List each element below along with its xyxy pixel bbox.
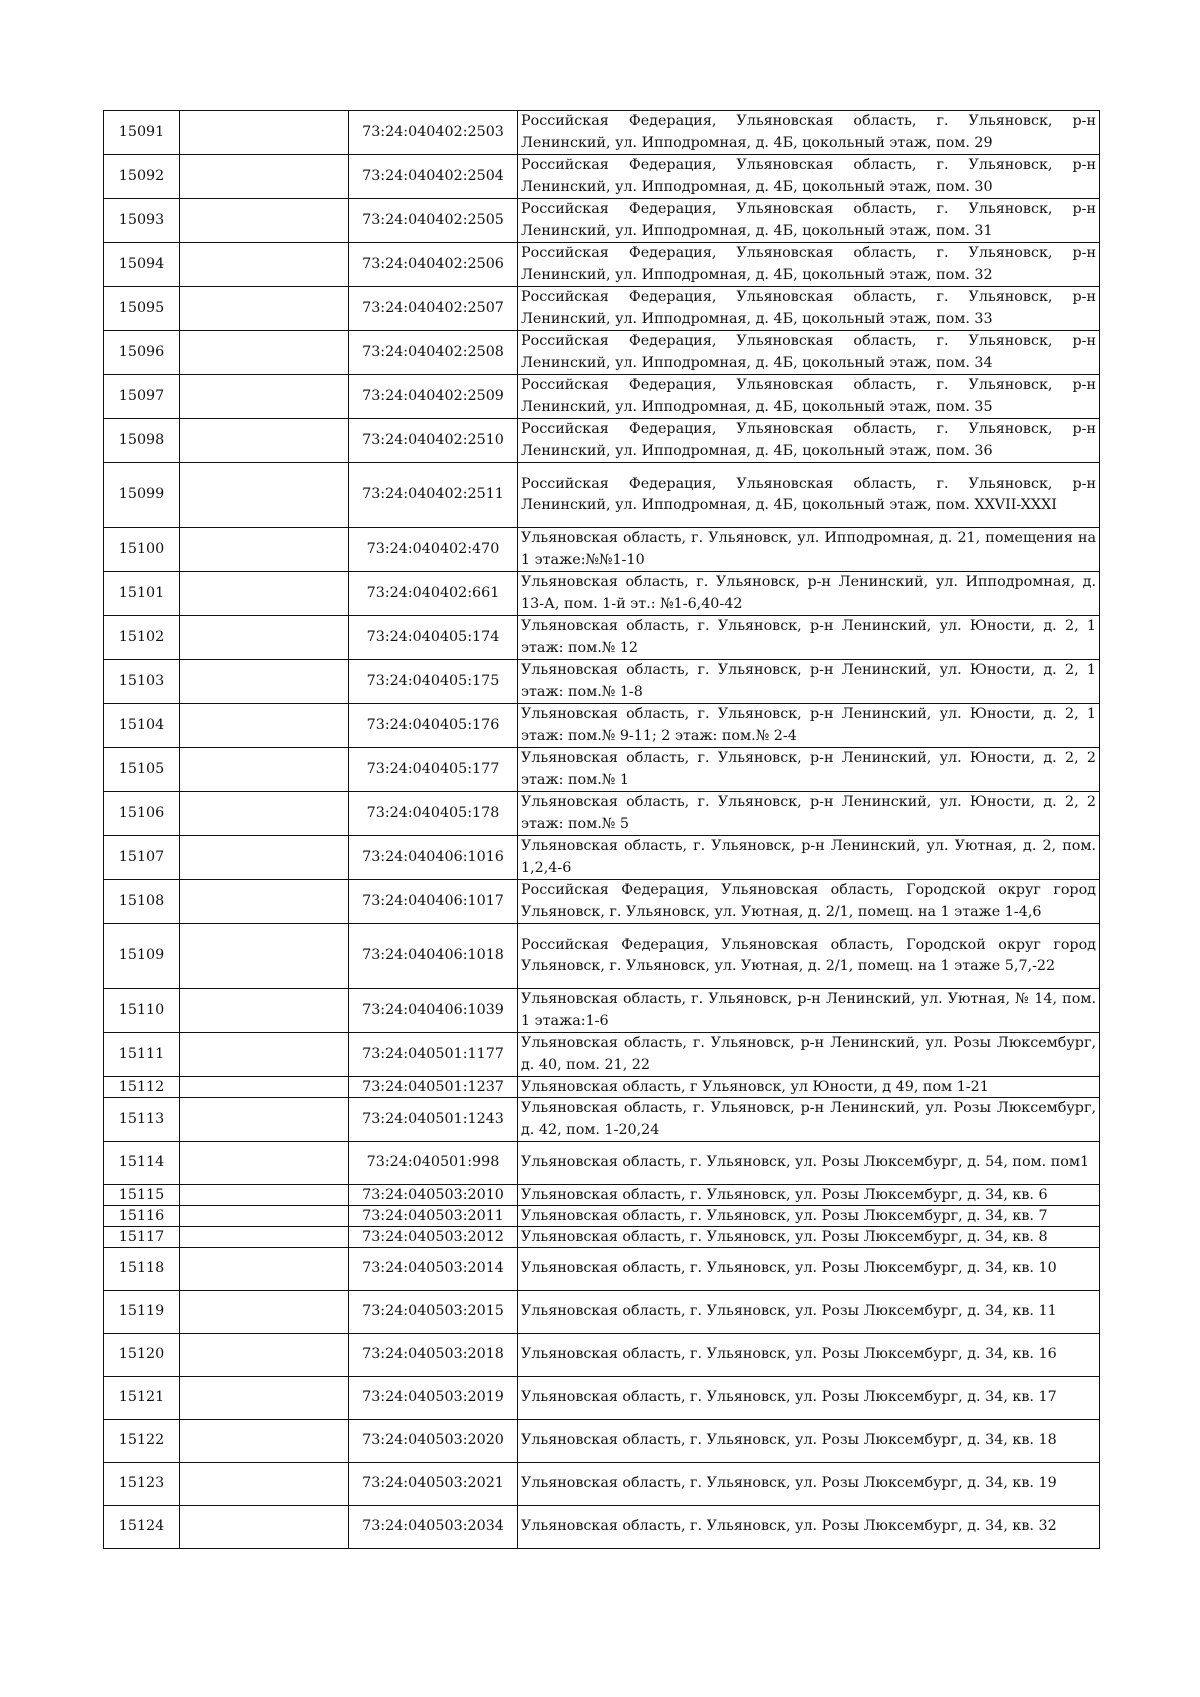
row-number-cell: 15092	[104, 155, 180, 199]
row-number-cell: 15091	[104, 111, 180, 155]
empty-cell	[180, 1185, 349, 1206]
row-number-cell: 15106	[104, 792, 180, 836]
row-number-cell: 15094	[104, 243, 180, 287]
empty-cell	[180, 528, 349, 572]
property-register-table	[103, 110, 1100, 1549]
table-row	[104, 1033, 1100, 1077]
table-row	[104, 331, 1100, 375]
register-table-body	[104, 111, 1100, 1549]
cadastral-number-cell: 73:24:040501:1177	[349, 1033, 518, 1077]
address-cell: Российская Федерация, Ульяновская область, г. Ульяновск, р-н Ленинский, ул. Ипподромная, д. 4Б, цокольный этаж, пом. 35	[518, 375, 1100, 419]
cadastral-number-cell: 73:24:040402:2509	[349, 375, 518, 419]
table-row	[104, 287, 1100, 331]
cadastral-number-cell: 73:24:040402:2511	[349, 463, 518, 528]
empty-cell	[180, 243, 349, 287]
table-row	[104, 1291, 1100, 1334]
empty-cell	[180, 660, 349, 704]
address-cell: Ульяновская область, г. Ульяновск, р-н Ленинский, ул. Уютная, д. 2, пом. 1,2,4-6	[518, 836, 1100, 880]
row-number-cell: 15116	[104, 1206, 180, 1227]
cadastral-number-cell: 73:24:040402:470	[349, 528, 518, 572]
row-number-cell: 15108	[104, 880, 180, 924]
address-cell: Российская Федерация, Ульяновская область, Городской округ город Ульяновск, г. Ульяновск, ул. Уютная, д. 2/1, помещ. на 1 этаже 5,7,-22	[518, 924, 1100, 989]
empty-cell	[180, 792, 349, 836]
address-cell: Российская Федерация, Ульяновская область, Городской округ город Ульяновск, г. Ульяновск, ул. Уютная, д. 2/1, помещ. на 1 этаже 1-4,6	[518, 880, 1100, 924]
empty-cell	[180, 111, 349, 155]
cadastral-number-cell: 73:24:040406:1018	[349, 924, 518, 989]
empty-cell	[180, 748, 349, 792]
empty-cell	[180, 419, 349, 463]
table-row	[104, 1206, 1100, 1227]
table-row	[104, 155, 1100, 199]
address-cell: Ульяновская область, г. Ульяновск, ул. Розы Люксембург, д. 54, пом. пом1	[518, 1142, 1100, 1185]
table-row	[104, 1377, 1100, 1420]
address-cell: Российская Федерация, Ульяновская область, г. Ульяновск, р-н Ленинский, ул. Ипподромная, д. 4Б, цокольный этаж, пом. 36	[518, 419, 1100, 463]
empty-cell	[180, 1463, 349, 1506]
empty-cell	[180, 199, 349, 243]
empty-cell	[180, 1227, 349, 1248]
table-row	[104, 1248, 1100, 1291]
row-number-cell: 15115	[104, 1185, 180, 1206]
row-number-cell: 15095	[104, 287, 180, 331]
row-number-cell: 15097	[104, 375, 180, 419]
address-cell: Ульяновская область, г. Ульяновск, р-н Ленинский, ул. Ипподромная, д. 13-А, пом. 1-й эт.: №1-6,40-42	[518, 572, 1100, 616]
address-cell: Ульяновская область, г. Ульяновск, р-н Ленинский, ул. Уютная, № 14, пом. 1 этажа:1-6	[518, 989, 1100, 1033]
cadastral-number-cell: 73:24:040503:2010	[349, 1185, 518, 1206]
address-cell: Ульяновская область, г. Ульяновск, р-н Ленинский, ул. Розы Люксембург, д. 40, пом. 21, 22	[518, 1033, 1100, 1077]
table-row	[104, 463, 1100, 528]
address-cell: Ульяновская область, г. Ульяновск, ул. Розы Люксембург, д. 34, кв. 6	[518, 1185, 1100, 1206]
row-number-cell: 15113	[104, 1098, 180, 1142]
address-cell: Российская Федерация, Ульяновская область, г. Ульяновск, р-н Ленинский, ул. Ипподромная, д. 4Б, цокольный этаж, пом. XXVII-XXXI	[518, 463, 1100, 528]
row-number-cell: 15109	[104, 924, 180, 989]
address-cell: Ульяновская область, г. Ульяновск, ул. Розы Люксембург, д. 34, кв. 10	[518, 1248, 1100, 1291]
cadastral-number-cell: 73:24:040503:2034	[349, 1506, 518, 1549]
empty-cell	[180, 287, 349, 331]
address-cell: Ульяновская область, г. Ульяновск, ул. Розы Люксембург, д. 34, кв. 7	[518, 1206, 1100, 1227]
table-row	[104, 1334, 1100, 1377]
address-cell: Российская Федерация, Ульяновская область, г. Ульяновск, р-н Ленинский, ул. Ипподромная, д. 4Б, цокольный этаж, пом. 33	[518, 287, 1100, 331]
cadastral-number-cell: 73:24:040503:2011	[349, 1206, 518, 1227]
cadastral-number-cell: 73:24:040503:2018	[349, 1334, 518, 1377]
empty-cell	[180, 463, 349, 528]
row-number-cell: 15117	[104, 1227, 180, 1248]
cadastral-number-cell: 73:24:040503:2014	[349, 1248, 518, 1291]
address-cell: Российская Федерация, Ульяновская область, г. Ульяновск, р-н Ленинский, ул. Ипподромная, д. 4Б, цокольный этаж, пом. 34	[518, 331, 1100, 375]
table-row	[104, 660, 1100, 704]
table-row	[104, 924, 1100, 989]
row-number-cell: 15098	[104, 419, 180, 463]
table-row	[104, 1506, 1100, 1549]
empty-cell	[180, 1506, 349, 1549]
cadastral-number-cell: 73:24:040503:2012	[349, 1227, 518, 1248]
table-row	[104, 419, 1100, 463]
empty-cell	[180, 989, 349, 1033]
row-number-cell: 15100	[104, 528, 180, 572]
row-number-cell: 15101	[104, 572, 180, 616]
empty-cell	[180, 1142, 349, 1185]
empty-cell	[180, 375, 349, 419]
row-number-cell: 15122	[104, 1420, 180, 1463]
address-cell: Ульяновская область, г. Ульяновск, р-н Ленинский, ул. Юности, д. 2, 2 этаж: пом.№ 5	[518, 792, 1100, 836]
empty-cell	[180, 1077, 349, 1098]
row-number-cell: 15119	[104, 1291, 180, 1334]
table-row	[104, 199, 1100, 243]
row-number-cell: 15114	[104, 1142, 180, 1185]
row-number-cell: 15121	[104, 1377, 180, 1420]
row-number-cell: 15112	[104, 1077, 180, 1098]
cadastral-number-cell: 73:24:040405:178	[349, 792, 518, 836]
cadastral-number-cell: 73:24:040405:177	[349, 748, 518, 792]
cadastral-number-cell: 73:24:040503:2019	[349, 1377, 518, 1420]
table-row	[104, 111, 1100, 155]
empty-cell	[180, 155, 349, 199]
table-row	[104, 375, 1100, 419]
cadastral-number-cell: 73:24:040405:174	[349, 616, 518, 660]
cadastral-number-cell: 73:24:040405:175	[349, 660, 518, 704]
row-number-cell: 15104	[104, 704, 180, 748]
cadastral-number-cell: 73:24:040406:1017	[349, 880, 518, 924]
empty-cell	[180, 331, 349, 375]
address-cell: Ульяновская область, г. Ульяновск, ул. Розы Люксембург, д. 34, кв. 19	[518, 1463, 1100, 1506]
address-cell: Российская Федерация, Ульяновская область, г. Ульяновск, р-н Ленинский, ул. Ипподромная, д. 4Б, цокольный этаж, пом. 30	[518, 155, 1100, 199]
cadastral-number-cell: 73:24:040406:1039	[349, 989, 518, 1033]
empty-cell	[180, 836, 349, 880]
cadastral-number-cell: 73:24:040501:1237	[349, 1077, 518, 1098]
cadastral-number-cell: 73:24:040503:2021	[349, 1463, 518, 1506]
cadastral-number-cell: 73:24:040503:2015	[349, 1291, 518, 1334]
cadastral-number-cell: 73:24:040402:2506	[349, 243, 518, 287]
table-row	[104, 1098, 1100, 1142]
empty-cell	[180, 1420, 349, 1463]
empty-cell	[180, 1377, 349, 1420]
empty-cell	[180, 704, 349, 748]
table-row	[104, 1077, 1100, 1098]
table-row	[104, 748, 1100, 792]
empty-cell	[180, 1206, 349, 1227]
row-number-cell: 15111	[104, 1033, 180, 1077]
table-row	[104, 1420, 1100, 1463]
address-cell: Ульяновская область, г. Ульяновск, р-н Ленинский, ул. Юности, д. 2, 2 этаж: пом.№ 1	[518, 748, 1100, 792]
address-cell: Ульяновская область, г. Ульяновск, ул. Розы Люксембург, д. 34, кв. 32	[518, 1506, 1100, 1549]
empty-cell	[180, 924, 349, 989]
address-cell: Российская Федерация, Ульяновская область, г. Ульяновск, р-н Ленинский, ул. Ипподромная, д. 4Б, цокольный этаж, пом. 29	[518, 111, 1100, 155]
cadastral-number-cell: 73:24:040402:2507	[349, 287, 518, 331]
table-row	[104, 704, 1100, 748]
empty-cell	[180, 1291, 349, 1334]
empty-cell	[180, 616, 349, 660]
address-cell: Ульяновская область, г. Ульяновск, р-н Ленинский, ул. Юности, д. 2, 1 этаж: пом.№ 1-8	[518, 660, 1100, 704]
cadastral-number-cell: 73:24:040402:2508	[349, 331, 518, 375]
cadastral-number-cell: 73:24:040503:2020	[349, 1420, 518, 1463]
cadastral-number-cell: 73:24:040402:2504	[349, 155, 518, 199]
address-cell: Ульяновская область, г. Ульяновск, ул. Розы Люксембург, д. 34, кв. 18	[518, 1420, 1100, 1463]
row-number-cell: 15103	[104, 660, 180, 704]
row-number-cell: 15093	[104, 199, 180, 243]
cadastral-number-cell: 73:24:040402:2510	[349, 419, 518, 463]
empty-cell	[180, 1248, 349, 1291]
table-row	[104, 1142, 1100, 1185]
address-cell: Ульяновская область, г. Ульяновск, ул. Розы Люксембург, д. 34, кв. 17	[518, 1377, 1100, 1420]
table-row	[104, 1227, 1100, 1248]
table-row	[104, 792, 1100, 836]
address-cell: Ульяновская область, г. Ульяновск, р-н Ленинский, ул. Розы Люксембург, д. 42, пом. 1-20,24	[518, 1098, 1100, 1142]
address-cell: Ульяновская область, г Ульяновск, ул Юности, д 49, пом 1-21	[518, 1077, 1100, 1098]
address-cell: Ульяновская область, г. Ульяновск, ул. Розы Люксембург, д. 34, кв. 8	[518, 1227, 1100, 1248]
address-cell: Ульяновская область, г. Ульяновск, ул. Розы Люксембург, д. 34, кв. 16	[518, 1334, 1100, 1377]
empty-cell	[180, 1334, 349, 1377]
cadastral-number-cell: 73:24:040501:998	[349, 1142, 518, 1185]
table-row	[104, 1463, 1100, 1506]
row-number-cell: 15105	[104, 748, 180, 792]
row-number-cell: 15110	[104, 989, 180, 1033]
row-number-cell: 15107	[104, 836, 180, 880]
table-row	[104, 1185, 1100, 1206]
table-row	[104, 989, 1100, 1033]
address-cell: Ульяновская область, г. Ульяновск, ул. Ипподромная, д. 21, помещения на 1 этаже:№№1-10	[518, 528, 1100, 572]
table-row	[104, 572, 1100, 616]
empty-cell	[180, 1098, 349, 1142]
cadastral-number-cell: 73:24:040402:2503	[349, 111, 518, 155]
table-row	[104, 243, 1100, 287]
table-row	[104, 616, 1100, 660]
empty-cell	[180, 880, 349, 924]
row-number-cell: 15099	[104, 463, 180, 528]
cadastral-number-cell: 73:24:040402:2505	[349, 199, 518, 243]
row-number-cell: 15118	[104, 1248, 180, 1291]
address-cell: Ульяновская область, г. Ульяновск, р-н Ленинский, ул. Юности, д. 2, 1 этаж: пом.№ 12	[518, 616, 1100, 660]
cadastral-number-cell: 73:24:040406:1016	[349, 836, 518, 880]
row-number-cell: 15120	[104, 1334, 180, 1377]
row-number-cell: 15096	[104, 331, 180, 375]
table-row	[104, 880, 1100, 924]
address-cell: Ульяновская область, г. Ульяновск, ул. Розы Люксембург, д. 34, кв. 11	[518, 1291, 1100, 1334]
address-cell: Российская Федерация, Ульяновская область, г. Ульяновск, р-н Ленинский, ул. Ипподромная, д. 4Б, цокольный этаж, пом. 31	[518, 199, 1100, 243]
row-number-cell: 15102	[104, 616, 180, 660]
empty-cell	[180, 572, 349, 616]
cadastral-number-cell: 73:24:040402:661	[349, 572, 518, 616]
table-row	[104, 836, 1100, 880]
row-number-cell: 15123	[104, 1463, 180, 1506]
cadastral-number-cell: 73:24:040405:176	[349, 704, 518, 748]
cadastral-number-cell: 73:24:040501:1243	[349, 1098, 518, 1142]
row-number-cell: 15124	[104, 1506, 180, 1549]
table-row	[104, 528, 1100, 572]
address-cell: Ульяновская область, г. Ульяновск, р-н Ленинский, ул. Юности, д. 2, 1 этаж: пом.№ 9-11; 2 этаж: пом.№ 2-4	[518, 704, 1100, 748]
address-cell: Российская Федерация, Ульяновская область, г. Ульяновск, р-н Ленинский, ул. Ипподромная, д. 4Б, цокольный этаж, пом. 32	[518, 243, 1100, 287]
empty-cell	[180, 1033, 349, 1077]
